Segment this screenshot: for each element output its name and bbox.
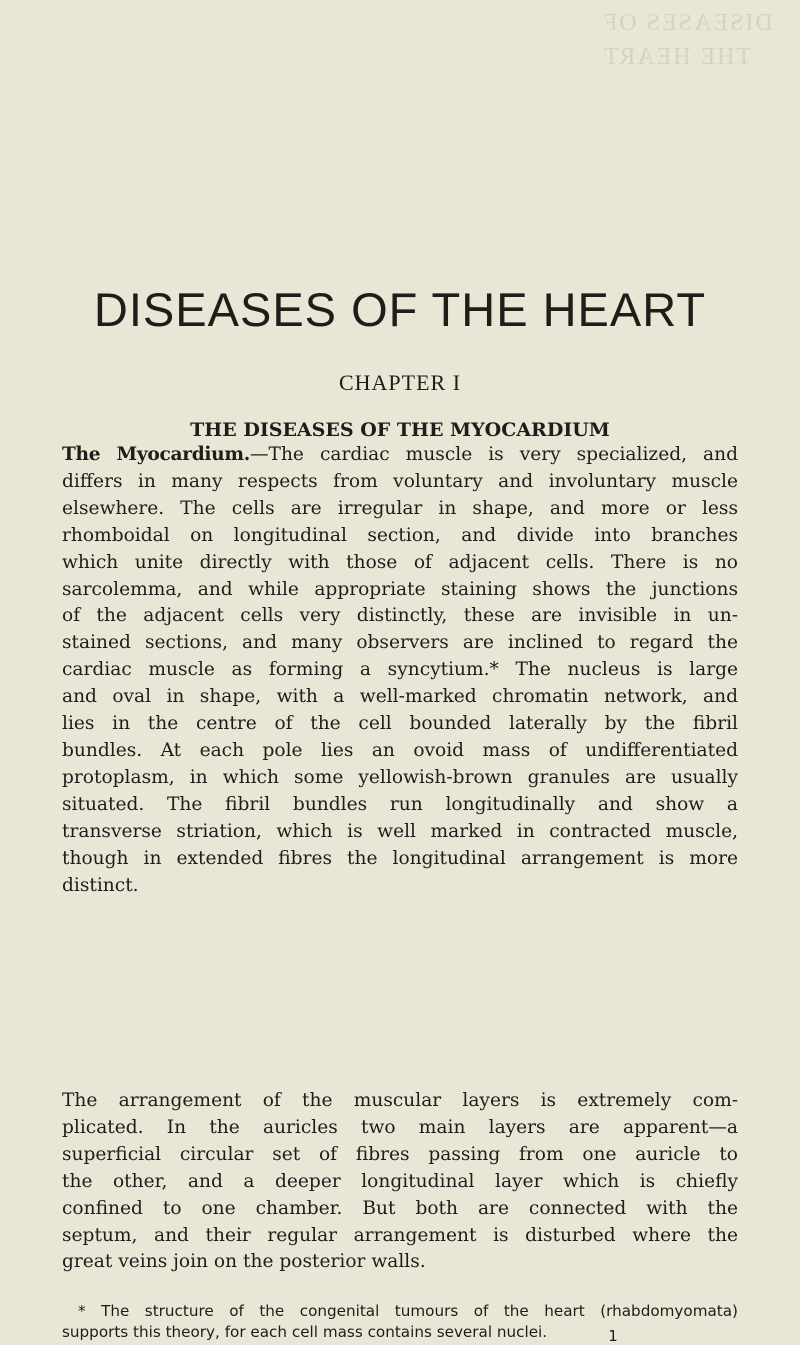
text-line: protoplasm, in which some yellowish-brown granules are usually (62, 766, 738, 788)
text-line: The Myocardium.—The cardiac muscle is very specialized, and (62, 444, 738, 465)
text-line: stained sections, and many observers are inclined to regard the (62, 632, 738, 654)
book-title: DISEASES OF THE HEART (93, 283, 707, 336)
text-line: superficial circular set of fibres passing from one auricle to (62, 1143, 738, 1165)
run-in-heading: The Myocardium. (62, 444, 250, 465)
text-line: distinct. (62, 874, 139, 896)
footnote (62, 1301, 738, 1343)
text-line: lies in the centre of the cell bounded laterally by the fibril (62, 713, 738, 735)
text-line: septum, and their regular arrangement is disturbed where the (62, 1224, 738, 1246)
text-line: and oval in shape, with a well-marked chromatin network, and (62, 686, 738, 708)
paragraph-myocardium (62, 442, 738, 899)
text-line: sarcolemma, and while appropriate staining shows the junctions (62, 578, 738, 600)
chapter-title: THE DISEASES OF THE MYOCARDIUM (190, 419, 610, 441)
text-line: confined to one chamber. But both are connected with the (62, 1197, 738, 1219)
text-line: of the adjacent cells very distinctly, these are invisible in un- (62, 605, 738, 627)
footnote-line: * The structure of the congenital tumours of the heart (rhabdomyomata) (78, 1302, 738, 1320)
chapter-label: CHAPTER I (338, 370, 462, 395)
text-line: which unite directly with those of adjacent cells. There is no (62, 551, 738, 573)
text-line: plicated. In the auricles two main layers are apparent—a (62, 1116, 738, 1138)
text-line: the other, and a deeper longitudinal layer which is chiefly (62, 1170, 738, 1192)
text-line: elsewhere. The cells are irregular in shape, and more or less (62, 497, 738, 519)
page-number: 1 (608, 1327, 618, 1345)
text-line: cardiac muscle as forming a syncytium.* The nucleus is large (62, 659, 738, 681)
footnote-line: supports this theory, for each cell mass contains several nuclei. (62, 1323, 548, 1341)
text-line: bundles. At each pole lies an ovoid mass of undifferentiated (62, 739, 738, 761)
text-line: rhomboidal on longitudinal section, and divide into branches (62, 524, 738, 546)
text-line: transverse striation, which is well marked in contracted muscle, (62, 820, 738, 842)
paragraph-muscular-layers (62, 1088, 738, 1276)
bleed-through-text: DISEASES OF THE HEART (602, 10, 773, 70)
text-line: situated. The fibril bundles run longitudinally and show a (62, 793, 738, 815)
text-line: differs in many respects from voluntary and involuntary muscle (62, 470, 738, 492)
text-line: The arrangement of the muscular layers is extremely com- (62, 1090, 738, 1111)
text-line: great veins join on the posterior walls. (62, 1251, 426, 1273)
text-line: though in extended fibres the longitudinal arrangement is more (62, 847, 738, 869)
